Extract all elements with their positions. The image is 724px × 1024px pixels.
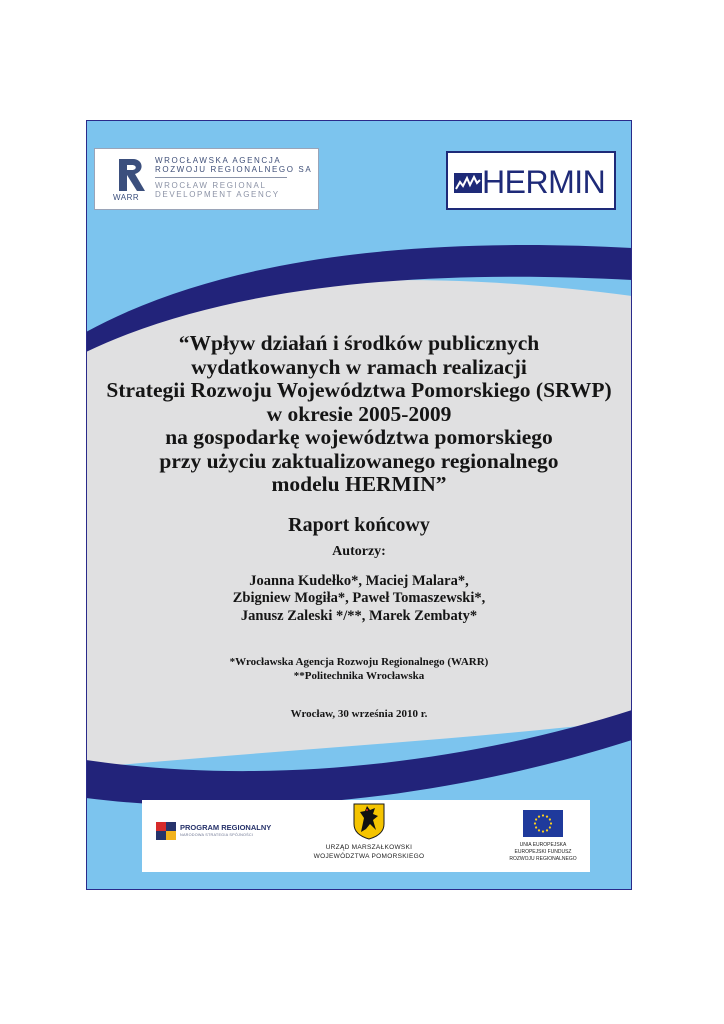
authors-line: Zbigniew Mogiła*, Paweł Tomaszewski*, — [232, 590, 486, 606]
warr-abbreviation: WARR — [113, 193, 140, 202]
title-line: przy użyciu zaktualizowanego regionalnego — [159, 448, 559, 473]
report-type: Raport końcowy — [288, 513, 430, 536]
warr-logo — [94, 148, 319, 210]
affiliations — [86, 655, 632, 683]
eu-fund-name-line: EUROPEJSKI FUNDUSZ — [514, 849, 572, 855]
eu-fund-logo — [502, 810, 584, 868]
eu-fund-name-line: ROZWOJU REGIONALNEGO — [509, 856, 577, 862]
authors-line: Janusz Zaleski */**, Marek Zembaty* — [240, 607, 478, 624]
title-line: “Wpływ działań i środków publicznych — [178, 331, 540, 355]
title-line: w okresie 2005-2009 — [266, 401, 452, 426]
affiliation-line: *Wrocławska Agencja Rozwoju Regionalnego (WARR) — [229, 656, 489, 668]
place-and-date: Wrocław, 30 września 2010 r. — [290, 708, 428, 720]
title-line: modelu HERMIN” — [271, 472, 447, 496]
hermin-logo — [446, 151, 616, 210]
program-regionalny-logo — [156, 818, 272, 848]
urzad-name-line: WOJEWÓDZTWA POMORSKIEGO — [313, 853, 425, 860]
authors-label: Autorzy: — [332, 543, 386, 559]
title-line: Strategii Rozwoju Województwa Pomorskiego (SRWP) — [106, 378, 612, 402]
title-line: wydatkowanych w ramach realizacji — [191, 354, 527, 379]
title-block — [86, 332, 632, 721]
report-cover — [86, 120, 632, 890]
urzad-marszalkowski-logo — [304, 802, 434, 868]
affiliation-line: **Politechnika Wrocławska — [293, 670, 425, 682]
warr-emblem-icon — [115, 157, 149, 193]
funding-logos-strip — [142, 800, 590, 872]
hermin-wordmark: HERMIN — [482, 164, 606, 200]
warr-name-block — [155, 156, 315, 199]
program-regionalny-name: PROGRAM REGIONALNY — [180, 823, 272, 832]
warr-name-pl-line-2: ROZWOJU REGIONALNEGO SA — [155, 165, 313, 174]
report-title — [86, 332, 632, 497]
authors-line: Joanna Kudełko*, Maciej Malara*, — [249, 572, 469, 589]
eu-flag-icon — [523, 810, 563, 837]
program-regionalny-flag-icon — [156, 822, 176, 840]
warr-name-en-line-2: DEVELOPMENT AGENCY — [155, 190, 280, 199]
warr-divider — [155, 177, 287, 178]
warr-name-pl-line-1: WROCŁAWSKA AGENCJA — [155, 156, 282, 165]
program-regionalny-subtitle: NARODOWA STRATEGIA SPÓJNOŚCI — [180, 833, 254, 837]
pomorskie-griffin-crest-icon — [352, 802, 386, 840]
authors-list — [86, 573, 632, 626]
title-line: na gospodarkę województwa pomorskiego — [165, 425, 553, 449]
urzad-name-line: URZĄD MARSZAŁKOWSKI — [325, 844, 413, 851]
eu-fund-name-line: UNIA EUROPEJSKA — [519, 842, 567, 848]
hermin-wave-icon — [454, 173, 482, 193]
warr-name-en-line-1: WROCŁAW REGIONAL — [155, 181, 267, 190]
